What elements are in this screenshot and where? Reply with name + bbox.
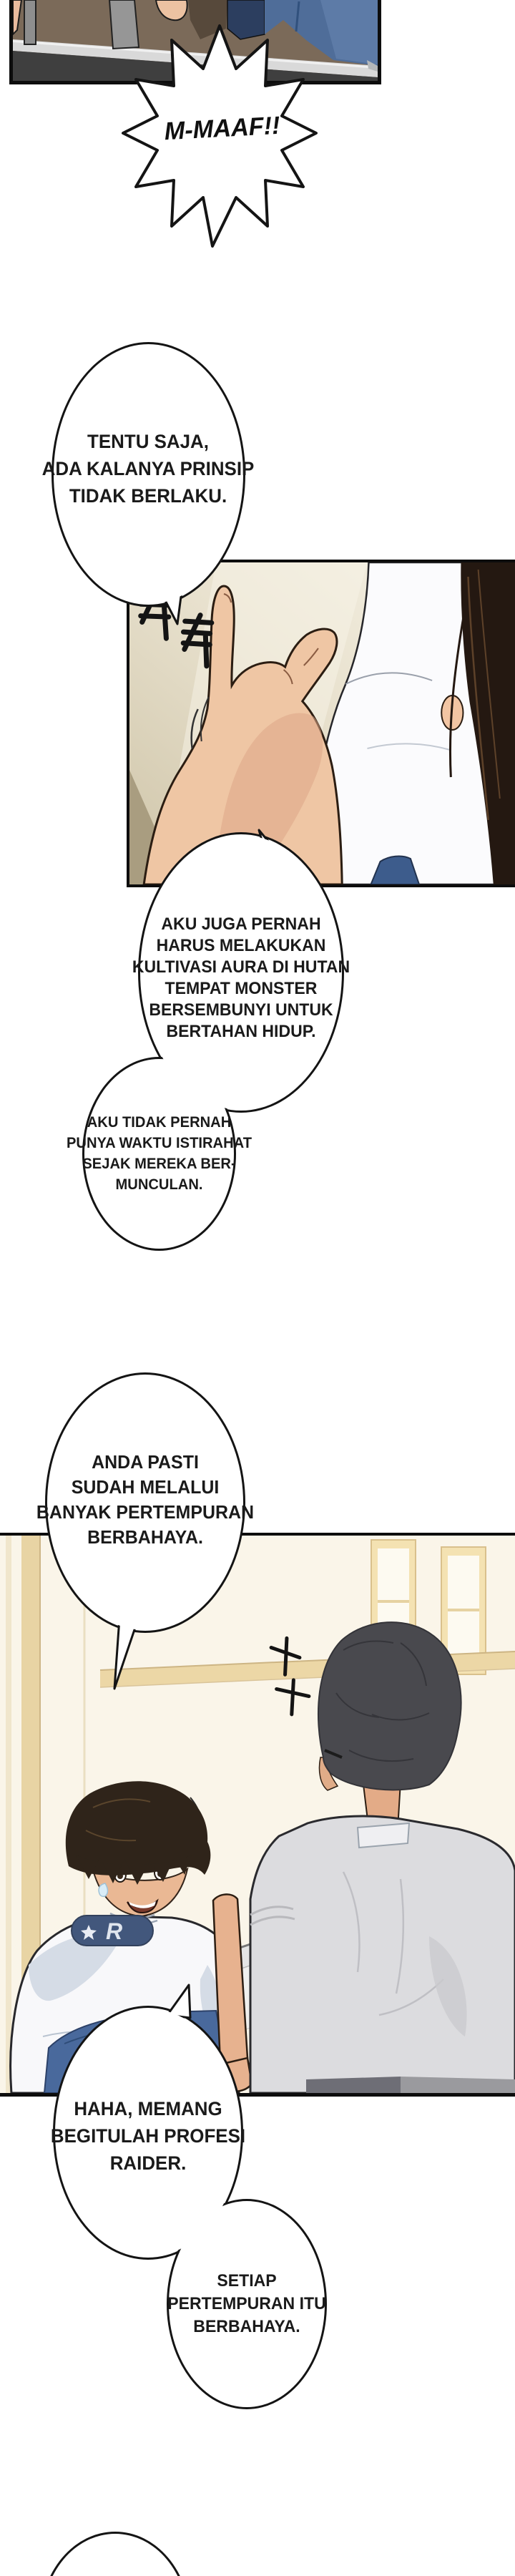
bubble-text-aku-juga: AKU JUGA PERNAH HARUS MELAKUKAN KULTIVASI AURA DI HUTAN TEMPAT MONSTER BERSEMBUNYI UNTUK BERTAHAN HIDUP. (132, 914, 350, 1041)
bubble-text-anda-pasti: ANDA PASTI SUDAH MELALUI BANYAK PERTEMPURAN BERBAHAYA. (36, 1451, 255, 1548)
panel-3-art (0, 1536, 515, 2093)
bubble-text-haha: HAHA, MEMANG BEGITULAH PROFESI RAIDER. (50, 2098, 246, 2174)
shout-text: M-MAAF!! (163, 111, 281, 146)
speech-bubble-partial-bottom (40, 2532, 190, 2576)
bubble-text-setiap: SETIAP PERTEMPURAN ITU BERBAHAYA. (167, 2271, 326, 2336)
tshirt-logo (72, 1916, 153, 1946)
svg-text:R: R (106, 1918, 123, 1944)
bubble-text-aku-tidak: AKU TIDAK PERNAH PUNYA WAKTU ISTIRAHAT SEJAK MEREKA BER- MUNCULAN. (66, 1114, 252, 1193)
panel-bowing-scene (0, 1533, 515, 2097)
bubble-text-tentu: TENTU SAJA, ADA KALANYA PRINSIP TIDAK BERLAKU. (41, 431, 255, 507)
